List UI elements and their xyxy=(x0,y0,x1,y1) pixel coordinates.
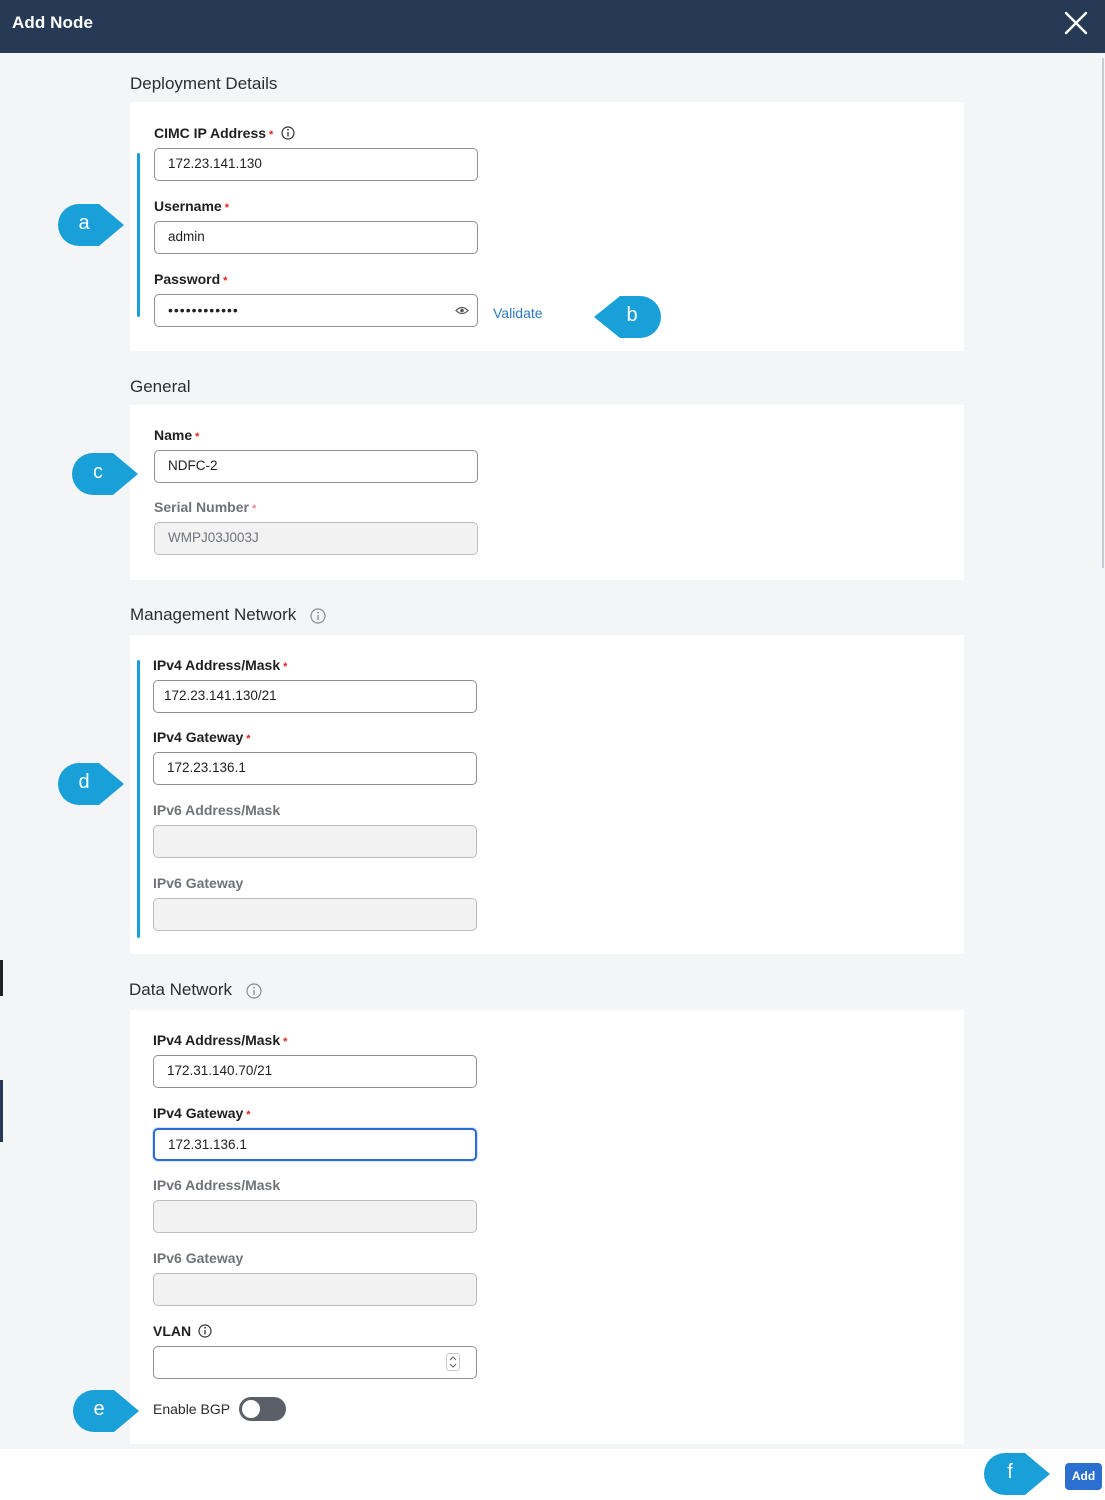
name-label: Name * xyxy=(154,427,200,443)
section-title-data: Data Network xyxy=(129,980,262,1000)
dialog-header xyxy=(0,0,1105,53)
data-ipv6-input[interactable] xyxy=(153,1200,477,1233)
data-ipv4-input[interactable]: 172.31.140.70/21 xyxy=(153,1055,477,1088)
vlan-label: VLAN xyxy=(153,1323,212,1339)
mgmt-ipv6-label: IPv6 Address/Mask xyxy=(153,802,281,818)
password-input[interactable] xyxy=(154,294,478,327)
data-ipv4-gateway-input[interactable]: 172.31.136.1 xyxy=(153,1128,477,1161)
username-label: Username * xyxy=(154,198,229,214)
section-title-deployment: Deployment Details xyxy=(130,74,278,93)
cimc-ip-input[interactable]: 172.23.141.130 xyxy=(154,148,478,181)
vlan-input[interactable] xyxy=(153,1346,477,1379)
callout-c: c xyxy=(71,451,141,502)
username-input[interactable]: admin xyxy=(154,221,478,254)
mgmt-ipv4-input[interactable]: 172.23.141.130/21 xyxy=(153,680,477,713)
vlan-stepper[interactable] xyxy=(446,1353,460,1371)
stepper-arrows-icon xyxy=(447,1354,459,1370)
scrollbar[interactable] xyxy=(1102,58,1104,568)
section-title-management: Management Network xyxy=(130,605,326,625)
data-ipv6-gateway-input[interactable] xyxy=(153,1273,477,1306)
enable-bgp-label: Enable BGP xyxy=(153,1401,231,1417)
info-icon[interactable] xyxy=(246,983,262,999)
mgmt-ipv4-label: IPv4 Address/Mask * xyxy=(153,657,288,673)
eye-icon[interactable] xyxy=(455,306,469,315)
data-ipv4-gateway-label: IPv4 Gateway * xyxy=(153,1105,251,1121)
data-ipv6-label: IPv6 Address/Mask xyxy=(153,1177,281,1193)
callout-bar-a xyxy=(137,153,140,317)
toggle-knob xyxy=(242,1400,260,1418)
callout-a: a xyxy=(57,202,127,253)
validate-link[interactable]: Validate xyxy=(493,305,543,321)
info-icon[interactable] xyxy=(198,1324,212,1338)
data-ipv4-label: IPv4 Address/Mask * xyxy=(153,1032,288,1048)
close-icon[interactable] xyxy=(1063,10,1089,36)
serial-number-input: WMPJ03J003J xyxy=(154,522,478,555)
dialog-title: Add Node xyxy=(12,13,94,32)
password-mask: •••••••••••• xyxy=(168,302,239,318)
mgmt-ipv6-input[interactable] xyxy=(153,825,477,858)
section-title-general: General xyxy=(130,377,191,396)
dialog-footer xyxy=(0,1449,1105,1500)
info-icon[interactable] xyxy=(281,126,295,140)
background-edge xyxy=(0,1080,3,1142)
cimc-ip-label: CIMC IP Address * xyxy=(154,125,295,141)
mgmt-ipv4-gateway-input[interactable]: 172.23.136.1 xyxy=(153,752,477,785)
serial-number-label: Serial Number * xyxy=(154,499,257,515)
background-edge xyxy=(0,960,3,996)
callout-d: d xyxy=(57,761,127,812)
callout-b: b xyxy=(592,294,662,345)
callout-e: e xyxy=(72,1388,142,1439)
enable-bgp-toggle[interactable] xyxy=(239,1397,286,1421)
mgmt-ipv6-gateway-input[interactable] xyxy=(153,898,477,931)
mgmt-ipv6-gateway-label: IPv6 Gateway xyxy=(153,875,244,891)
callout-bar-d xyxy=(137,660,140,938)
add-button[interactable]: Add xyxy=(1065,1463,1102,1490)
info-icon[interactable] xyxy=(310,608,326,624)
name-input[interactable]: NDFC-2 xyxy=(154,450,478,483)
data-ipv6-gateway-label: IPv6 Gateway xyxy=(153,1250,244,1266)
password-label: Password * xyxy=(154,271,228,287)
mgmt-ipv4-gateway-label: IPv4 Gateway * xyxy=(153,729,251,745)
callout-f: f xyxy=(983,1451,1053,1500)
